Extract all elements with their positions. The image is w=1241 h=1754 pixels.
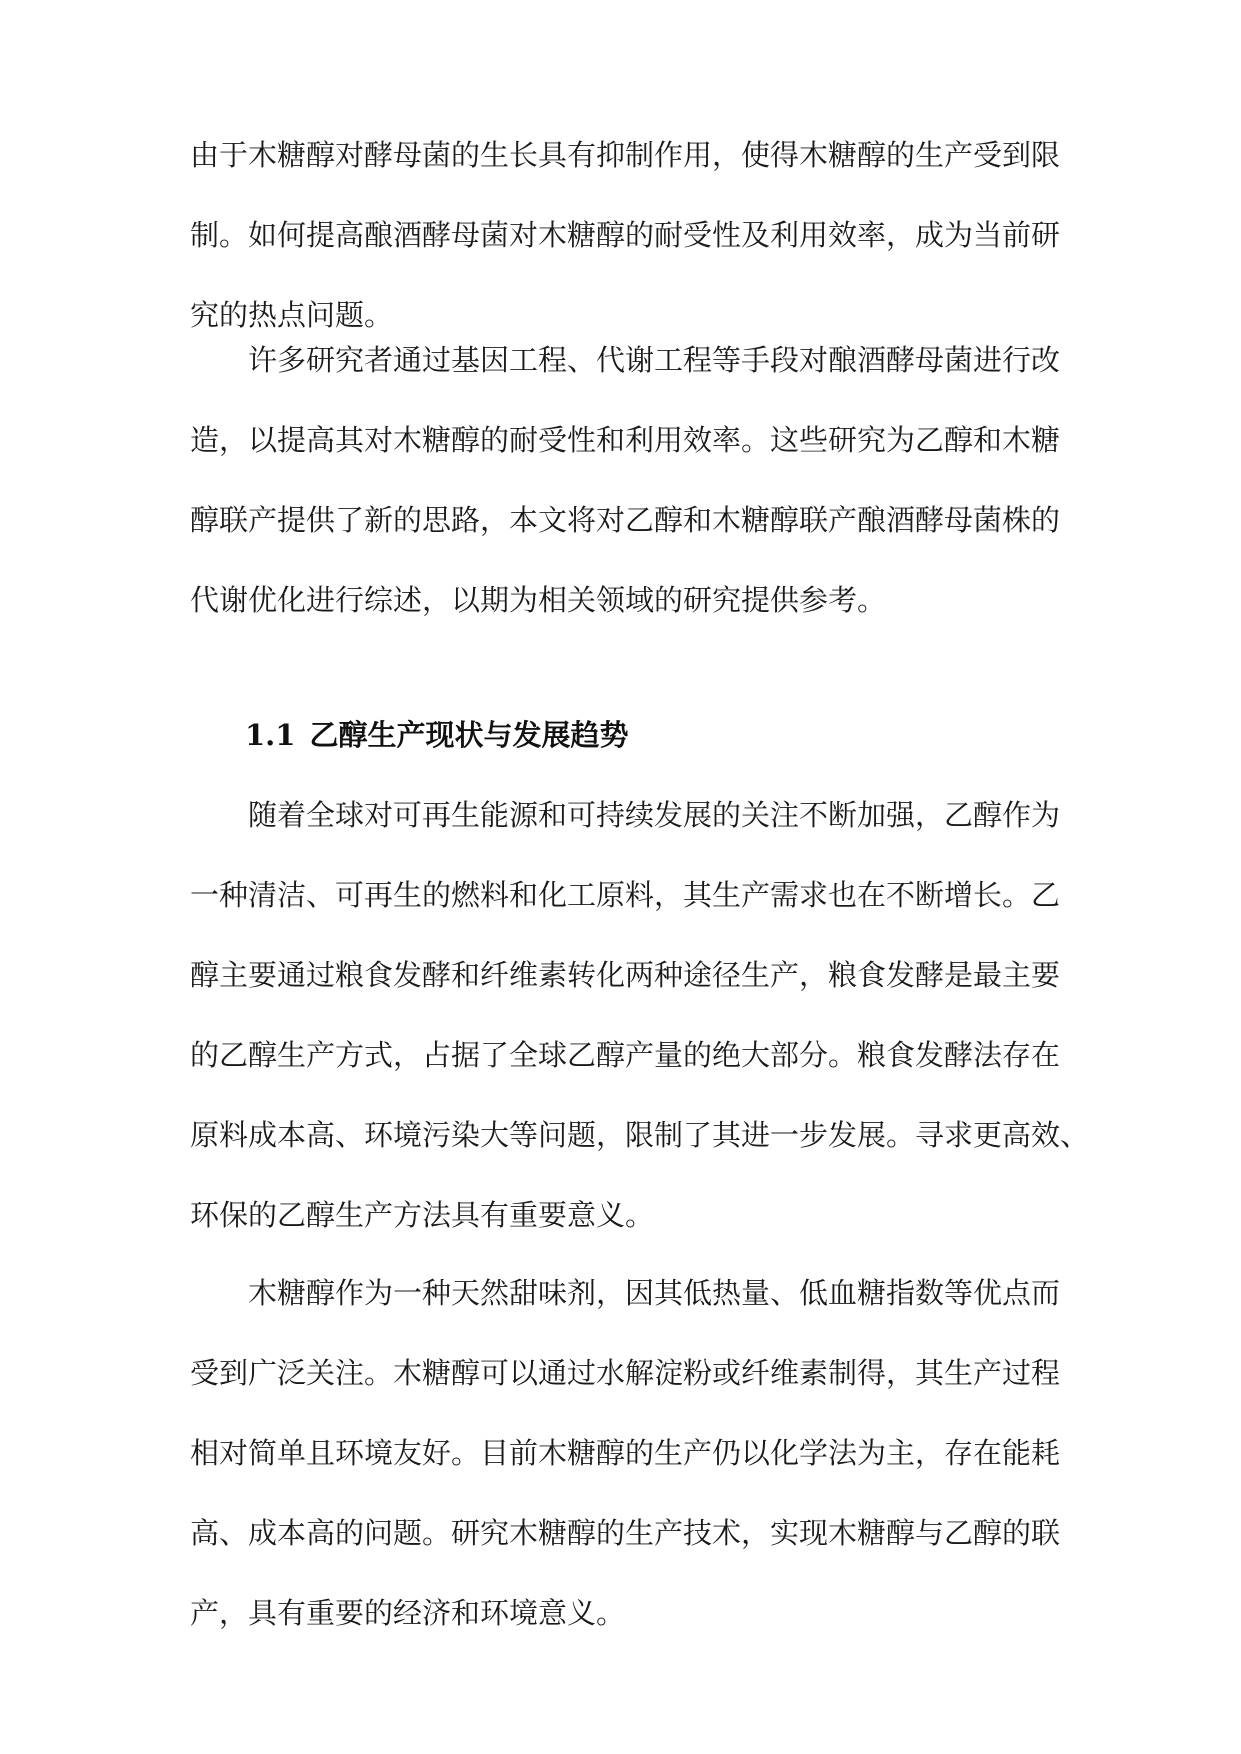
paragraph-line: 受到广泛关注。木糖醇可以通过水解淀粉或纤维素制得，其生产过程 <box>190 1356 1061 1390</box>
paragraph-line: 的乙醇生产方式，占据了全球乙醇产量的绝大部分。粮食发酵法存在 <box>190 1038 1061 1072</box>
paragraph-1 <box>190 115 1060 355</box>
paragraph-line: 造，以提高其对木糖醇的耐受性和利用效率。这些研究为乙醇和木糖 <box>190 423 1061 457</box>
paragraph-line: 相对简单且环境友好。目前木糖醇的生产仍以化学法为主，存在能耗 <box>190 1436 1061 1470</box>
paragraph-line: 究的热点问题。 <box>190 298 394 332</box>
paragraph-4 <box>190 1253 1060 1653</box>
paragraph-line: 高、成本高的问题。研究木糖醇的生产技术，实现木糖醇与乙醇的联 <box>190 1516 1061 1550</box>
paragraph-line: 产，具有重要的经济和环境意义。 <box>190 1596 626 1630</box>
section-heading <box>245 695 628 775</box>
paragraph-line: 醇联产提供了新的思路，本文将对乙醇和木糖醇联产酿酒酵母菌株的 <box>190 503 1061 537</box>
paragraph-line: 代谢优化进行综述，以期为相关领域的研究提供参考。 <box>190 583 887 617</box>
paragraph-2 <box>190 320 1060 640</box>
section-title: 乙醇生产现状与发展趋势 <box>309 718 629 752</box>
paragraph-line: 一种清洁、可再生的燃料和化工原料，其生产需求也在不断增长。乙 <box>190 878 1061 912</box>
paragraph-line: 制。如何提高酿酒酵母菌对木糖醇的耐受性及利用效率，成为当前研 <box>190 218 1061 252</box>
paragraph-line: 许多研究者通过基因工程、代谢工程等手段对酿酒酵母菌进行改 <box>248 343 1061 377</box>
paragraph-line: 木糖醇作为一种天然甜味剂，因其低热量、低血糖指数等优点而 <box>248 1276 1061 1310</box>
paragraph-line: 环保的乙醇生产方法具有重要意义。 <box>190 1198 655 1232</box>
paragraph-line: 原料成本高、环境污染大等问题，限制了其进一步发展。寻求更高效、 <box>190 1118 1090 1152</box>
paragraph-line: 醇主要通过粮食发酵和纤维素转化两种途径生产，粮食发酵是最主要 <box>190 958 1061 992</box>
section-number: 1.1 <box>245 718 296 752</box>
paragraph-3 <box>190 775 1090 1255</box>
paragraph-line: 随着全球对可再生能源和可持续发展的关注不断加强，乙醇作为 <box>248 798 1061 832</box>
paragraph-line: 由于木糖醇对酵母菌的生长具有抑制作用，使得木糖醇的生产受到限 <box>190 138 1061 172</box>
